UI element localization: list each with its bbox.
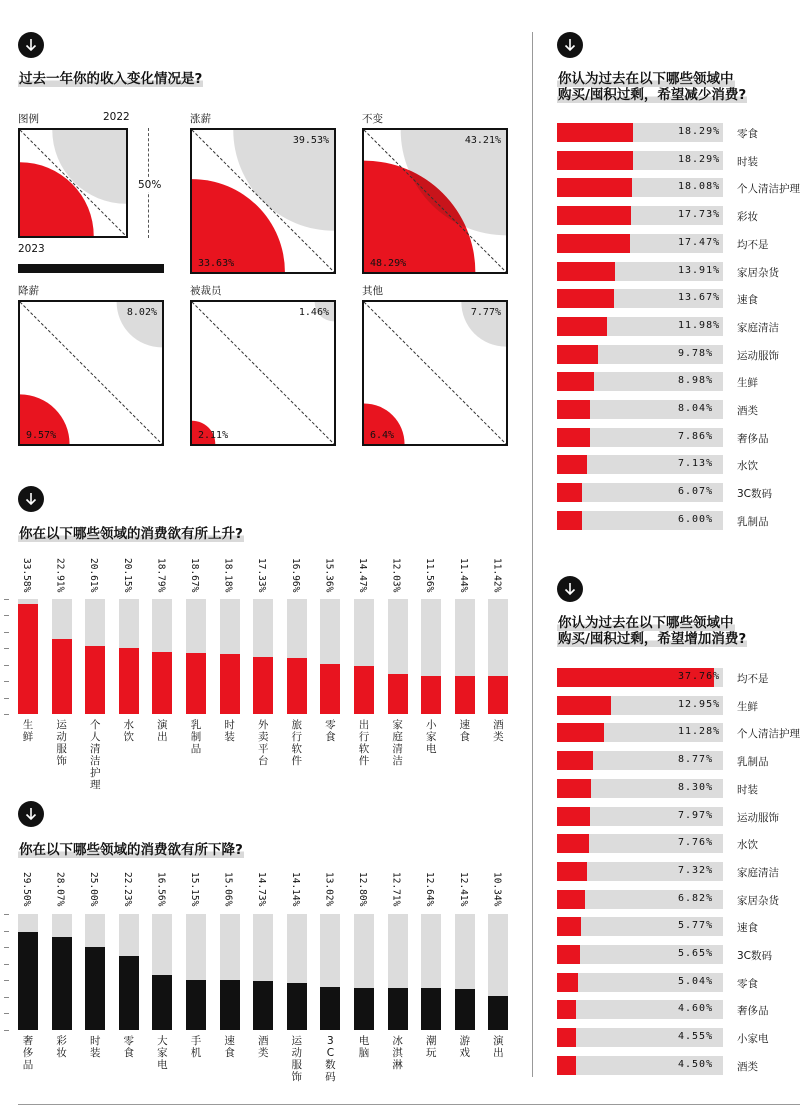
category-label: 水饮 bbox=[123, 719, 135, 743]
down-arrow-icon bbox=[557, 576, 583, 602]
data-label: 18.29% bbox=[678, 126, 721, 137]
prior-year-value: 1.46% bbox=[298, 307, 329, 318]
data-label: 18.29% bbox=[678, 153, 721, 165]
axis-tick bbox=[4, 698, 9, 699]
bar bbox=[287, 658, 307, 714]
income-title: 过去一年你的收入变化情况是? bbox=[19, 71, 203, 87]
axis-tick bbox=[4, 599, 9, 600]
category-label: 潮玩 bbox=[425, 1035, 437, 1059]
bar bbox=[85, 646, 105, 714]
axis-tick bbox=[4, 615, 9, 616]
reduce-title: 你认为过去在以下哪些领域中 购买/囤积过剩，希望减少消费? bbox=[558, 71, 747, 103]
column-divider bbox=[532, 32, 533, 1077]
category-label: 3C数码 bbox=[737, 488, 773, 501]
category-label: 奢侈品 bbox=[737, 1005, 769, 1018]
bar bbox=[557, 751, 593, 770]
data-label: 10.34% bbox=[491, 872, 503, 907]
axis-tick bbox=[4, 964, 9, 965]
bar bbox=[557, 483, 582, 502]
category-label: 乳制品 bbox=[737, 756, 769, 769]
bar bbox=[557, 455, 587, 474]
axis-tick bbox=[4, 997, 9, 998]
category-label: 手机 bbox=[190, 1035, 202, 1059]
bar bbox=[557, 973, 578, 992]
bar bbox=[557, 1056, 576, 1075]
increase-desire-title: 你在以下哪些领域的消费欲有所上升? bbox=[19, 526, 243, 542]
data-label: 12.95% bbox=[678, 698, 721, 710]
data-label: 4.55% bbox=[678, 1031, 714, 1043]
bar bbox=[152, 652, 172, 714]
diagonal-line bbox=[192, 302, 334, 444]
data-label: 18.79% bbox=[155, 558, 167, 593]
category-label: 生鲜 bbox=[22, 719, 34, 743]
data-label: 8.98% bbox=[678, 375, 714, 387]
data-label: 22.23% bbox=[121, 872, 133, 907]
category-label: 零食 bbox=[737, 977, 758, 990]
category-label: 个人清洁护理 bbox=[737, 728, 800, 741]
income-panel-3 bbox=[18, 300, 164, 446]
bar bbox=[557, 779, 591, 798]
category-label: 时装 bbox=[89, 1035, 101, 1059]
data-label: 22.91% bbox=[54, 558, 66, 593]
bar bbox=[557, 1028, 576, 1047]
category-label: 家居杂货 bbox=[737, 894, 779, 907]
data-label: 8.04% bbox=[678, 403, 714, 414]
category-label: 冰淇淋 bbox=[392, 1035, 403, 1071]
data-label: 7.32% bbox=[678, 864, 714, 876]
category-label: 外卖平台 bbox=[257, 719, 269, 767]
bar bbox=[119, 648, 139, 714]
data-label: 20.61% bbox=[88, 558, 100, 593]
bar bbox=[557, 945, 580, 964]
category-label: 酒类 bbox=[737, 1060, 758, 1073]
category-label: 彩妆 bbox=[56, 1035, 67, 1059]
category-label: 奢侈品 bbox=[22, 1035, 34, 1071]
data-label: 12.64% bbox=[424, 872, 436, 907]
axis-tick bbox=[4, 1013, 9, 1014]
category-label: 游戏 bbox=[459, 1035, 471, 1059]
data-label: 8.77% bbox=[678, 754, 714, 766]
current-year-value: 48.29% bbox=[370, 258, 407, 269]
category-label: 小家电 bbox=[737, 1033, 769, 1046]
prior-year-value: 39.53% bbox=[292, 135, 329, 146]
axis-tick bbox=[4, 714, 9, 715]
bar bbox=[557, 807, 590, 826]
category-label: 酒类 bbox=[493, 719, 504, 743]
data-label: 12.41% bbox=[457, 872, 469, 907]
axis-tick bbox=[4, 1030, 9, 1031]
category-label: 速食 bbox=[737, 922, 758, 935]
axis-tick bbox=[4, 681, 9, 682]
bar bbox=[287, 983, 307, 1030]
axis-tick bbox=[4, 665, 9, 666]
data-label: 17.73% bbox=[678, 209, 721, 221]
bar bbox=[152, 975, 172, 1030]
category-label: 运动服饰 bbox=[737, 349, 779, 362]
category-label: 速食 bbox=[224, 1035, 235, 1059]
bar bbox=[557, 834, 589, 853]
bar bbox=[220, 654, 240, 714]
bar bbox=[455, 989, 475, 1030]
bottom-divider bbox=[18, 1104, 800, 1105]
category-label: 奢侈品 bbox=[737, 432, 769, 445]
data-label: 14.47% bbox=[357, 558, 368, 593]
current-year-value: 33.63% bbox=[198, 258, 235, 269]
data-label: 5.77% bbox=[678, 920, 714, 932]
data-label: 18.08% bbox=[678, 181, 721, 193]
category-label: 零食 bbox=[737, 128, 758, 140]
data-label: 29.50% bbox=[21, 872, 32, 907]
bar bbox=[557, 862, 587, 881]
category-label: 水饮 bbox=[737, 460, 758, 473]
category-label: 小家电 bbox=[425, 719, 437, 755]
scale-label: 50% bbox=[138, 179, 162, 191]
panel-label: 不变 bbox=[362, 113, 383, 125]
data-label: 14.73% bbox=[256, 872, 268, 907]
data-label: 28.07% bbox=[54, 872, 66, 907]
data-label: 11.56% bbox=[424, 558, 436, 593]
data-label: 13.02% bbox=[323, 872, 335, 907]
category-label: 彩妆 bbox=[737, 211, 758, 224]
data-label: 8.30% bbox=[678, 781, 714, 793]
category-label: 个人清洁护理 bbox=[89, 719, 101, 791]
category-label: 水饮 bbox=[737, 839, 758, 852]
category-label: 零食 bbox=[123, 1035, 135, 1059]
category-label: 个人清洁护理 bbox=[737, 183, 800, 196]
category-label: 速食 bbox=[459, 719, 471, 743]
category-label: 电脑 bbox=[358, 1035, 370, 1059]
bar bbox=[557, 206, 631, 225]
data-label: 33.58% bbox=[21, 558, 32, 593]
bar bbox=[354, 988, 374, 1030]
bar bbox=[557, 317, 607, 336]
category-label: 出行软件 bbox=[358, 719, 370, 767]
panel-label: 降薪 bbox=[18, 285, 39, 297]
prior-year-value: 7.77% bbox=[470, 307, 501, 318]
category-label: 均不是 bbox=[737, 238, 769, 251]
income-panel-4 bbox=[190, 300, 336, 446]
current-year-value: 2.11% bbox=[198, 430, 229, 441]
legend-bar bbox=[18, 264, 164, 273]
bar bbox=[253, 657, 273, 714]
bar bbox=[354, 666, 374, 714]
data-label: 6.00% bbox=[678, 513, 714, 525]
bar bbox=[557, 372, 594, 391]
category-label: 家庭清洁 bbox=[392, 719, 403, 767]
bar bbox=[52, 937, 72, 1030]
income-panel-2 bbox=[362, 128, 508, 274]
bar bbox=[85, 947, 105, 1030]
bar bbox=[557, 178, 632, 197]
data-label: 11.42% bbox=[491, 558, 503, 593]
panel-label: 涨薪 bbox=[190, 113, 211, 125]
bar bbox=[557, 1000, 576, 1019]
data-label: 17.33% bbox=[256, 558, 268, 593]
bar bbox=[320, 987, 340, 1030]
bar bbox=[388, 988, 408, 1030]
current-year-value: 9.57% bbox=[26, 430, 57, 441]
current-year-value: 6.4% bbox=[370, 430, 395, 441]
data-label: 20.15% bbox=[121, 558, 133, 593]
bar bbox=[557, 428, 590, 447]
category-label: 时装 bbox=[737, 155, 758, 168]
data-label: 12.71% bbox=[390, 872, 402, 907]
data-label: 37.76% bbox=[678, 671, 721, 682]
data-label: 14.14% bbox=[289, 872, 301, 907]
bar bbox=[18, 604, 38, 714]
category-label: 均不是 bbox=[737, 673, 769, 685]
bar bbox=[557, 511, 582, 530]
category-label: 演出 bbox=[493, 1035, 504, 1059]
category-label: 旅行软件 bbox=[291, 719, 303, 767]
data-label: 7.86% bbox=[678, 430, 714, 442]
bar bbox=[119, 956, 139, 1030]
data-label: 7.76% bbox=[678, 837, 714, 849]
data-label: 6.82% bbox=[678, 892, 714, 904]
data-label: 25.00% bbox=[88, 872, 100, 907]
category-label: 运动服饰 bbox=[737, 811, 779, 824]
category-label: 演出 bbox=[157, 719, 168, 743]
category-label: 生鲜 bbox=[737, 377, 758, 390]
down-arrow-icon bbox=[557, 32, 583, 58]
category-label: 速食 bbox=[737, 294, 758, 307]
axis-tick bbox=[4, 632, 9, 633]
panel-label: 被裁员 bbox=[190, 285, 222, 297]
category-label: 运动服饰 bbox=[56, 719, 67, 767]
panel-label: 其他 bbox=[362, 285, 383, 297]
bar bbox=[186, 653, 206, 714]
bar bbox=[557, 151, 633, 170]
axis-tick bbox=[4, 980, 9, 981]
bar bbox=[557, 723, 604, 742]
down-arrow-icon bbox=[18, 801, 44, 827]
bar bbox=[557, 234, 630, 253]
data-label: 17.47% bbox=[678, 236, 721, 248]
decrease-desire-title: 你在以下哪些领域的消费欲有所下降? bbox=[19, 842, 243, 858]
data-label: 15.15% bbox=[189, 872, 200, 907]
category-label: 生鲜 bbox=[737, 700, 758, 713]
bar bbox=[557, 123, 633, 142]
data-label: 15.06% bbox=[222, 872, 234, 907]
data-label: 13.67% bbox=[678, 292, 721, 304]
data-label: 9.78% bbox=[678, 347, 714, 359]
data-label: 18.67% bbox=[189, 558, 200, 593]
bar bbox=[421, 988, 441, 1030]
increase-title: 你认为过去在以下哪些领域中 购买/囤积过剩，希望增加消费? bbox=[558, 615, 747, 647]
axis-tick bbox=[4, 914, 9, 915]
category-label: 3C数码 bbox=[737, 950, 773, 962]
bar bbox=[220, 980, 240, 1030]
bar bbox=[557, 289, 614, 308]
data-label: 15.36% bbox=[323, 558, 335, 593]
category-label: 大家电 bbox=[157, 1035, 168, 1071]
axis-tick bbox=[4, 931, 9, 932]
income-panel-1 bbox=[190, 128, 336, 274]
legend-year-top: 2022 bbox=[103, 111, 130, 123]
category-label: 运动服饰 bbox=[291, 1035, 303, 1083]
data-label: 16.96% bbox=[289, 558, 301, 593]
down-arrow-icon bbox=[18, 32, 44, 58]
data-label: 12.80% bbox=[357, 872, 368, 907]
prior-year-value: 8.02% bbox=[126, 307, 157, 318]
bar bbox=[18, 932, 38, 1030]
data-label: 7.97% bbox=[678, 809, 714, 821]
data-label: 12.03% bbox=[390, 558, 402, 593]
down-arrow-icon bbox=[18, 486, 44, 512]
data-label: 4.60% bbox=[678, 1003, 714, 1015]
bar bbox=[557, 345, 598, 364]
data-label: 11.98% bbox=[678, 319, 721, 331]
category-label: 酒类 bbox=[257, 1035, 269, 1059]
category-label: 家庭清洁 bbox=[737, 866, 779, 879]
bar bbox=[488, 676, 508, 714]
category-label: 家居杂货 bbox=[737, 266, 779, 279]
data-label: 18.18% bbox=[222, 558, 234, 593]
bar bbox=[557, 400, 590, 419]
data-label: 5.04% bbox=[678, 975, 714, 987]
category-label: 乳制品 bbox=[737, 515, 769, 528]
prior-year-value: 43.21% bbox=[464, 135, 501, 146]
axis-tick bbox=[4, 648, 9, 649]
data-label: 4.50% bbox=[678, 1058, 714, 1070]
data-label: 16.56% bbox=[155, 872, 167, 907]
category-label: 乳制品 bbox=[190, 719, 202, 755]
category-label: 3C数码 bbox=[325, 1035, 336, 1083]
bar bbox=[388, 674, 408, 714]
category-label: 零食 bbox=[325, 719, 336, 743]
bar bbox=[421, 676, 441, 714]
bar bbox=[320, 664, 340, 714]
legend-year-bottom: 2023 bbox=[18, 243, 45, 255]
category-label: 酒类 bbox=[737, 405, 758, 417]
data-label: 5.65% bbox=[678, 948, 714, 959]
data-label: 11.44% bbox=[457, 558, 469, 593]
bar bbox=[557, 890, 585, 909]
bar bbox=[488, 996, 508, 1030]
category-label: 时装 bbox=[224, 719, 235, 743]
axis-tick bbox=[4, 947, 9, 948]
bar bbox=[455, 676, 475, 714]
category-label: 家庭清洁 bbox=[737, 321, 779, 334]
data-label: 7.13% bbox=[678, 458, 714, 470]
income-panel-5 bbox=[362, 300, 508, 446]
category-label: 时装 bbox=[737, 783, 758, 796]
bar bbox=[557, 917, 581, 936]
bar bbox=[52, 639, 72, 714]
bar bbox=[557, 262, 615, 281]
bar bbox=[557, 696, 611, 715]
data-label: 11.28% bbox=[678, 726, 721, 738]
legend-label: 图例 bbox=[18, 113, 39, 125]
data-label: 6.07% bbox=[678, 486, 714, 498]
bar bbox=[186, 980, 206, 1030]
bar bbox=[253, 981, 273, 1030]
legend-box bbox=[18, 128, 128, 238]
data-label: 13.91% bbox=[678, 264, 721, 276]
